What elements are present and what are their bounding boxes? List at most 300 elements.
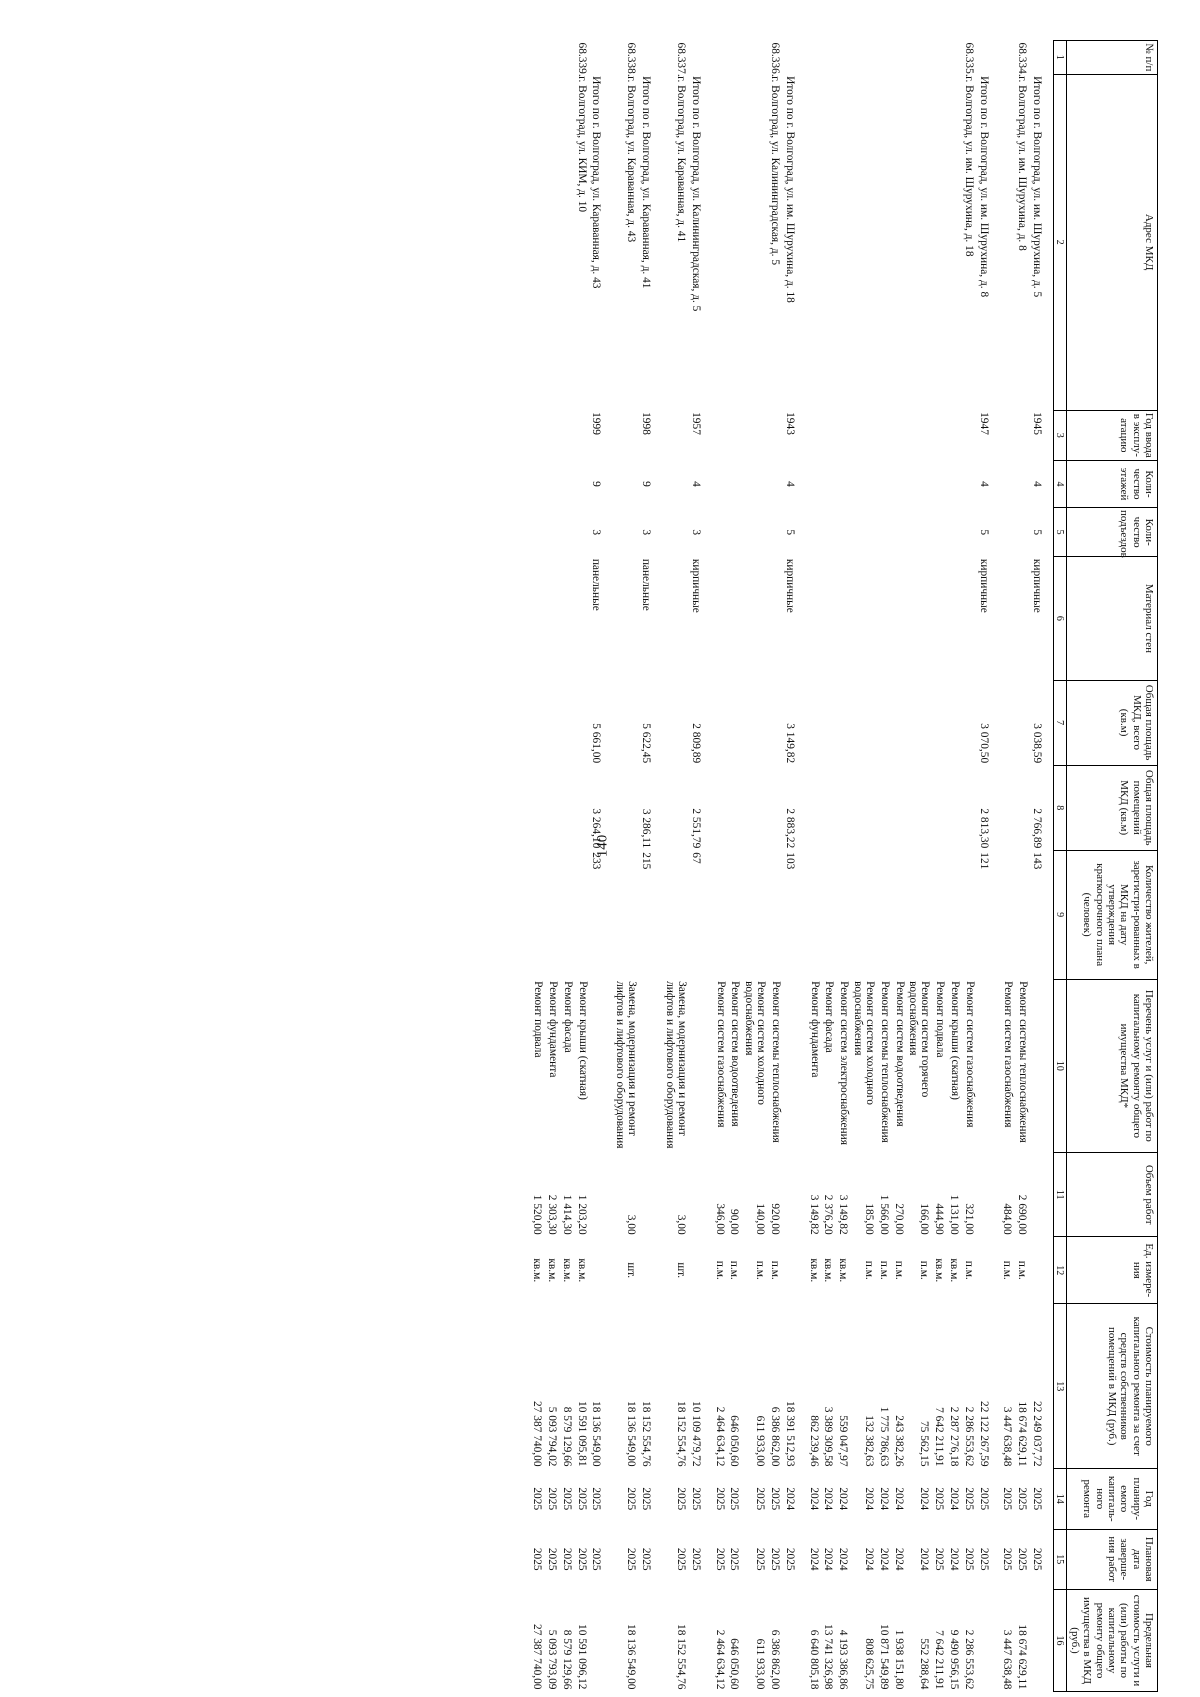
cell-col-15: 2024	[947, 1547, 960, 1571]
cell-col-5	[961, 508, 976, 557]
table-row	[906, 41, 932, 1692]
cell-col-13: 1 775 786,63	[877, 1406, 890, 1467]
cell-col-12: кв.м.	[575, 1258, 588, 1283]
cell-col-5: 3	[590, 529, 603, 536]
cell-col-13: 862 239,46	[807, 1415, 820, 1467]
cell-col-1: 68.336.	[768, 42, 781, 77]
cell-col-10: Ремонт фасада	[823, 981, 836, 1053]
cell-col-7	[1014, 680, 1029, 765]
column-number: 11	[1053, 1153, 1066, 1237]
column-number: 13	[1053, 1304, 1066, 1469]
cell-col-7	[662, 680, 688, 765]
cell-col-12: п.м.	[892, 1260, 905, 1280]
cell-col-11	[782, 1153, 806, 1237]
rotated-table-sheet	[18, 40, 1158, 1692]
cell-col-13: 18 152 554,76	[674, 1401, 687, 1467]
cell-col-1: 68.337.	[674, 42, 687, 77]
cell-col-3	[961, 410, 976, 460]
cell-col-5: 5	[783, 529, 796, 536]
cell-col-13: 18 136 549,00	[590, 1401, 603, 1467]
cell-col-1	[782, 41, 806, 75]
cell-col-2: г. Волгоград, ул. Караванная, д. 41	[674, 76, 687, 243]
cell-col-5: 3	[689, 529, 702, 536]
column-number: 16	[1053, 1589, 1066, 1691]
cell-col-7	[574, 680, 589, 765]
cell-col-5	[931, 508, 946, 557]
table-row	[712, 41, 727, 1692]
cell-col-10: Ремонт фасада	[561, 981, 574, 1053]
cell-col-9	[946, 850, 961, 979]
cell-col-5	[850, 508, 876, 557]
cell-col-2: Итого по г. Волгоград, ул. им. Шурухина, д. 18	[783, 76, 796, 303]
cell-col-9	[821, 850, 836, 979]
cell-col-1	[821, 41, 836, 75]
cell-col-9	[712, 850, 727, 979]
cell-col-6: кирпичные	[977, 558, 990, 613]
cell-col-13: 27 387 740,00	[531, 1401, 544, 1467]
cell-col-7	[544, 680, 559, 765]
cell-col-13: 7 642 211,91	[933, 1407, 946, 1467]
cell-col-9	[1000, 850, 1015, 979]
cell-col-2	[1000, 74, 1015, 410]
cell-col-5	[612, 508, 638, 557]
cell-col-9	[662, 850, 688, 979]
cell-col-8: 3 264,10	[590, 808, 603, 849]
cell-col-13: 22 249 037,72	[1030, 1401, 1043, 1467]
cell-col-1	[559, 41, 574, 75]
cell-col-13: 2 287 276,18	[947, 1406, 960, 1467]
column-number: 14	[1053, 1469, 1066, 1529]
cell-col-1: 68.335.	[962, 42, 975, 77]
column-number: 2	[1053, 74, 1066, 410]
header-cell: Стоимость планируемого капитального ремонта за счет средств собственников помещений в МКД (руб.)	[1066, 1304, 1157, 1469]
cell-col-14: 2025	[1001, 1487, 1014, 1511]
cell-col-7	[931, 680, 946, 765]
cell-col-9	[574, 850, 589, 979]
cell-col-11: 1 131,00	[947, 1194, 960, 1235]
cell-col-4: 4	[783, 481, 796, 487]
cell-col-8	[574, 765, 589, 850]
cell-col-8	[727, 765, 742, 850]
cell-col-10: Ремонт систем газоснабжения	[714, 981, 727, 1128]
cell-col-4: 9	[640, 481, 653, 487]
header-row	[1066, 41, 1157, 1692]
cell-col-12: кв.м.	[546, 1258, 559, 1283]
cell-col-6	[559, 557, 574, 680]
cell-col-14: 2024	[892, 1487, 905, 1511]
cell-col-3	[530, 410, 545, 460]
cell-col-13: 8 579 129,66	[560, 1406, 573, 1467]
cell-col-12: п.м.	[754, 1260, 767, 1280]
cell-col-16: 10 591 096,12	[575, 1624, 588, 1690]
cell-col-12: п.м.	[768, 1260, 781, 1280]
cell-col-5: 5	[1030, 529, 1043, 536]
cell-col-13: 3 389 309,58	[822, 1406, 835, 1467]
column-number: 7	[1053, 680, 1066, 765]
cell-col-7	[741, 680, 767, 765]
cell-col-5: 3	[640, 529, 653, 536]
cell-col-2: г. Волгоград, ул. КИМ, д. 10	[575, 76, 588, 213]
cell-col-1	[544, 41, 559, 75]
cell-col-13: 10 591 095,81	[575, 1401, 588, 1467]
cell-col-3: 1943	[783, 412, 796, 435]
header-cell: № п/п	[1066, 41, 1157, 75]
cell-col-10	[638, 979, 662, 1153]
cell-col-7	[946, 680, 961, 765]
cell-col-4	[544, 461, 559, 508]
cell-col-9	[961, 850, 976, 979]
cell-col-12	[976, 1237, 1000, 1304]
cell-col-2	[891, 74, 906, 410]
cell-col-11	[1029, 1153, 1053, 1237]
cell-col-11: 444,90	[933, 1203, 946, 1235]
cell-col-15: 2025	[531, 1547, 544, 1571]
cell-col-3	[891, 410, 906, 460]
cell-col-1	[741, 41, 767, 75]
cell-col-14: 2024	[783, 1487, 796, 1511]
cell-col-8	[946, 765, 961, 850]
cell-col-3	[741, 410, 767, 460]
cell-col-15: 2024	[837, 1547, 850, 1571]
cell-col-7	[906, 680, 932, 765]
cell-col-1	[850, 41, 876, 75]
cell-col-5	[1000, 508, 1015, 557]
cell-col-4	[612, 461, 638, 508]
cell-col-5	[891, 508, 906, 557]
cell-col-6: панельные	[590, 558, 603, 611]
cell-col-5	[712, 508, 727, 557]
cell-col-16	[1029, 1589, 1053, 1691]
cell-col-3	[1000, 410, 1015, 460]
cell-col-15: 2025	[590, 1547, 603, 1571]
cell-col-14: 2025	[625, 1487, 638, 1511]
cell-col-9: 143	[1030, 852, 1043, 870]
cell-col-8	[806, 765, 821, 850]
cell-col-9: 103	[783, 852, 796, 870]
cell-col-4	[741, 461, 767, 508]
cell-col-13: 18 136 549,00	[625, 1401, 638, 1467]
cell-col-1	[931, 41, 946, 75]
cell-col-6	[1014, 557, 1029, 680]
cell-col-1	[876, 41, 891, 75]
cell-col-6	[544, 557, 559, 680]
cell-col-7	[1000, 680, 1015, 765]
cell-col-10: Ремонт систем холодного водоснабжения	[743, 981, 768, 1105]
cell-col-12: п.м.	[962, 1260, 975, 1280]
cell-col-15: 2025	[783, 1547, 796, 1571]
cell-col-13: 2 286 553,62	[962, 1406, 975, 1467]
cell-col-2	[559, 74, 574, 410]
cell-col-6	[662, 557, 688, 680]
cell-col-13: 5 093 794,02	[546, 1406, 559, 1467]
cell-col-5	[574, 508, 589, 557]
cell-col-5	[821, 508, 836, 557]
table-row	[931, 41, 946, 1692]
cell-col-14: 2024	[877, 1487, 890, 1511]
cell-col-1	[835, 41, 850, 75]
cell-col-6: кирпичные	[783, 558, 796, 613]
cell-col-15: 2025	[1030, 1547, 1043, 1571]
cell-col-14: 2025	[977, 1487, 990, 1511]
cell-col-9: 233	[590, 852, 603, 870]
table-body	[530, 41, 1054, 1692]
cell-col-14: 2025	[689, 1487, 702, 1511]
header-cell: Общая площадь помещений МКД (кв.м)	[1066, 765, 1157, 850]
cell-col-8	[712, 765, 727, 850]
cell-col-2: Итого по г. Волгоград, ул. им. Шурухина, д. 8	[977, 76, 990, 298]
cell-col-7	[821, 680, 836, 765]
cell-col-5	[767, 508, 782, 557]
cell-col-9	[767, 850, 782, 979]
cell-col-6	[891, 557, 906, 680]
total-row	[1029, 41, 1053, 1692]
header-cell: Ед. измере-ния	[1066, 1237, 1157, 1304]
cell-col-5	[530, 508, 545, 557]
cell-col-6	[876, 557, 891, 680]
cell-col-3	[806, 410, 821, 460]
cell-col-12: кв.м.	[933, 1258, 946, 1283]
cell-col-14: 2024	[862, 1487, 875, 1511]
cell-col-16: 1 938 151,80	[892, 1629, 905, 1690]
cell-col-5	[835, 508, 850, 557]
cell-col-12: п.м.	[713, 1260, 726, 1280]
cell-col-13: 646 050,60	[728, 1415, 741, 1467]
cell-col-3	[727, 410, 742, 460]
cell-col-2	[544, 74, 559, 410]
cell-col-10: Ремонт систем газоснабжения	[1002, 981, 1015, 1128]
cell-col-4	[961, 461, 976, 508]
cell-col-8	[876, 765, 891, 850]
cell-col-2	[931, 74, 946, 410]
cell-col-16: 552 288,64	[918, 1638, 931, 1690]
cell-col-15: 2025	[962, 1547, 975, 1571]
cell-col-6	[906, 557, 932, 680]
cell-col-10: Ремонт крыши (скатная)	[948, 981, 961, 1100]
cell-col-13: 132 382,63	[862, 1415, 875, 1467]
cell-col-15: 2025	[575, 1547, 588, 1571]
cell-col-13: 22 122 267,59	[977, 1401, 990, 1467]
table-row	[821, 41, 836, 1692]
cell-col-2: г. Волгоград, ул. им. Шурухина, д. 18	[962, 76, 975, 257]
table-row	[544, 41, 559, 1692]
cell-col-1	[976, 41, 1000, 75]
cell-col-15: 2025	[768, 1547, 781, 1571]
cell-col-5	[662, 508, 688, 557]
cell-col-4	[662, 461, 688, 508]
cell-col-1	[946, 41, 961, 75]
cell-col-14: 2024	[918, 1487, 931, 1511]
cell-col-3: 1947	[977, 412, 990, 435]
cell-col-4	[574, 461, 589, 508]
cell-col-9	[806, 850, 821, 979]
cell-col-1	[1000, 41, 1015, 75]
cell-col-7	[559, 680, 574, 765]
cell-col-2: г. Волгоград, ул. им. Шурухина, д. 8	[1016, 76, 1029, 251]
cell-col-7	[727, 680, 742, 765]
cell-col-16: 808 625,75	[862, 1638, 875, 1690]
cell-col-14: 2025	[962, 1487, 975, 1511]
cell-col-8	[906, 765, 932, 850]
table-row	[850, 41, 876, 1692]
cell-col-9	[1014, 850, 1029, 979]
cell-col-14: 2024	[807, 1487, 820, 1511]
cell-col-14: 2025	[1030, 1487, 1043, 1511]
cell-col-15: 2025	[689, 1547, 702, 1571]
cell-col-8: 2 551,79	[689, 808, 702, 849]
cell-col-2: Итого по г. Волгоград, ул. им. Шурухина, д. 5	[1030, 76, 1043, 298]
cell-col-12: шт.	[674, 1262, 687, 1279]
cell-col-3	[712, 410, 727, 460]
cell-col-12: п.м.	[877, 1260, 890, 1280]
cell-col-6	[961, 557, 976, 680]
cell-col-6	[931, 557, 946, 680]
cell-col-7	[612, 680, 638, 765]
cell-col-14: 2024	[837, 1487, 850, 1511]
cell-col-9	[891, 850, 906, 979]
cell-col-16: 8 579 129,66	[560, 1629, 573, 1690]
cell-col-2: Итого по г. Волгоград, ул. Калининградская, д. 5	[689, 76, 702, 312]
cell-col-11: 3 149,82	[807, 1194, 820, 1235]
cell-col-16: 10 871 549,89	[877, 1624, 890, 1690]
cell-col-10: Ремонт крыши (скатная)	[576, 981, 589, 1100]
cell-col-7: 2 809,89	[689, 723, 702, 764]
cell-col-5	[727, 508, 742, 557]
cell-col-12	[638, 1237, 662, 1304]
table-row	[961, 41, 976, 1692]
cell-col-11	[976, 1153, 1000, 1237]
header-cell: Год ввода в эксплу-атацию	[1066, 410, 1157, 460]
cell-col-8: 2 883,22	[783, 808, 796, 849]
cell-col-2	[850, 74, 876, 410]
cell-col-15: 2025	[754, 1547, 767, 1571]
cell-col-11	[688, 1153, 712, 1237]
cell-col-9: 121	[977, 852, 990, 870]
cell-col-15: 2024	[892, 1547, 905, 1571]
column-number: 9	[1053, 850, 1066, 979]
cell-col-7	[530, 680, 545, 765]
cell-col-3: 1998	[640, 412, 653, 435]
cell-col-5	[1014, 508, 1029, 557]
header-cell: Год планиру-емого капиталь-ного ремонта	[1066, 1469, 1157, 1529]
cell-col-5	[906, 508, 932, 557]
cell-col-9	[530, 850, 545, 979]
cell-col-13: 2 464 634,12	[713, 1406, 726, 1467]
cell-col-3	[767, 410, 782, 460]
cell-col-14: 2025	[674, 1487, 687, 1511]
cell-col-4	[559, 461, 574, 508]
cell-col-10: Ремонт системы теплоснабжения	[1017, 981, 1030, 1143]
cell-col-4	[727, 461, 742, 508]
cell-col-4: 9	[590, 481, 603, 487]
cell-col-8	[767, 765, 782, 850]
cell-col-11: 1 520,00	[531, 1194, 544, 1235]
cell-col-3	[850, 410, 876, 460]
cell-col-15: 2025	[546, 1547, 559, 1571]
cell-col-5	[544, 508, 559, 557]
cell-col-5	[806, 508, 821, 557]
cell-col-10: Ремонт систем газоснабжения	[963, 981, 976, 1128]
cell-col-16: 3 447 638,48	[1001, 1629, 1014, 1690]
cell-col-2	[530, 74, 545, 410]
cell-col-10	[1029, 979, 1053, 1153]
table-row	[767, 41, 782, 1692]
cell-col-3	[946, 410, 961, 460]
cell-col-8	[891, 765, 906, 850]
cell-col-10: Замена, модернизация и ремонт лифтов и лифтового оборудования	[664, 981, 688, 1149]
cell-col-6	[946, 557, 961, 680]
cell-col-11	[589, 1153, 613, 1237]
cell-col-16	[976, 1589, 1000, 1691]
cell-col-15: 2024	[877, 1547, 890, 1571]
cell-col-4: 4	[1030, 481, 1043, 487]
cell-col-2	[727, 74, 742, 410]
cell-col-3	[662, 410, 688, 460]
cell-col-3: 1945	[1030, 412, 1043, 435]
cell-col-11: 3,00	[674, 1214, 687, 1235]
cell-col-8	[835, 765, 850, 850]
cell-col-10: Ремонт подвала	[934, 981, 947, 1058]
cell-col-3	[612, 410, 638, 460]
cell-col-16: 27 387 740,00	[531, 1624, 544, 1690]
header-cell: Адрес МКД	[1066, 74, 1157, 410]
cell-col-12: шт.	[625, 1262, 638, 1279]
cell-col-12: п.м.	[862, 1260, 875, 1280]
cell-col-1: 68.339.	[575, 42, 588, 77]
cell-col-7: 3 070,50	[977, 723, 990, 764]
header-cell: Количество жителей, зарегистри-рованных в МКД на дату утверждения краткосрочного плана (человек)	[1066, 850, 1157, 979]
cell-col-8	[931, 765, 946, 850]
cell-col-9	[876, 850, 891, 979]
cell-col-10: Ремонт подвала	[532, 981, 545, 1058]
cell-col-9	[835, 850, 850, 979]
cell-col-15: 2025	[728, 1547, 741, 1571]
cell-col-16: 7 642 211,91	[933, 1630, 946, 1690]
cell-col-10: Ремонт фундамента	[547, 981, 560, 1078]
cell-col-9	[906, 850, 932, 979]
cell-col-9	[544, 850, 559, 979]
column-number: 6	[1053, 557, 1066, 680]
cell-col-15: 2025	[560, 1547, 573, 1571]
cell-col-16	[688, 1589, 712, 1691]
cell-col-9: 67	[689, 852, 702, 864]
table-row	[1000, 41, 1015, 1692]
cell-col-7	[806, 680, 821, 765]
cell-col-1	[589, 41, 613, 75]
cell-col-12: кв.м.	[807, 1258, 820, 1283]
cell-col-13: 18 674 629,11	[1016, 1401, 1029, 1467]
cell-col-4: 4	[689, 481, 702, 487]
cell-col-14: 2024	[822, 1487, 835, 1511]
cell-col-15: 2024	[918, 1547, 931, 1571]
column-number: 5	[1053, 508, 1066, 557]
cell-col-16: 611 933,00	[754, 1638, 767, 1690]
cell-col-15: 2024	[822, 1547, 835, 1571]
cell-col-2: г. Волгоград, ул. Калининградская, д. 5	[768, 76, 781, 266]
column-number: 3	[1053, 410, 1066, 460]
table-row	[1014, 41, 1029, 1692]
cell-col-10: Ремонт системы теплоснабжения	[769, 981, 782, 1143]
cell-col-7	[876, 680, 891, 765]
cell-col-3	[544, 410, 559, 460]
cell-col-6	[835, 557, 850, 680]
cell-col-14: 2025	[575, 1487, 588, 1511]
cell-col-16: 5 093 793,09	[546, 1629, 559, 1690]
cell-col-14: 2025	[754, 1487, 767, 1511]
cell-col-7	[835, 680, 850, 765]
cell-col-15: 2025	[625, 1547, 638, 1571]
cell-col-6	[712, 557, 727, 680]
cell-col-2	[712, 74, 727, 410]
